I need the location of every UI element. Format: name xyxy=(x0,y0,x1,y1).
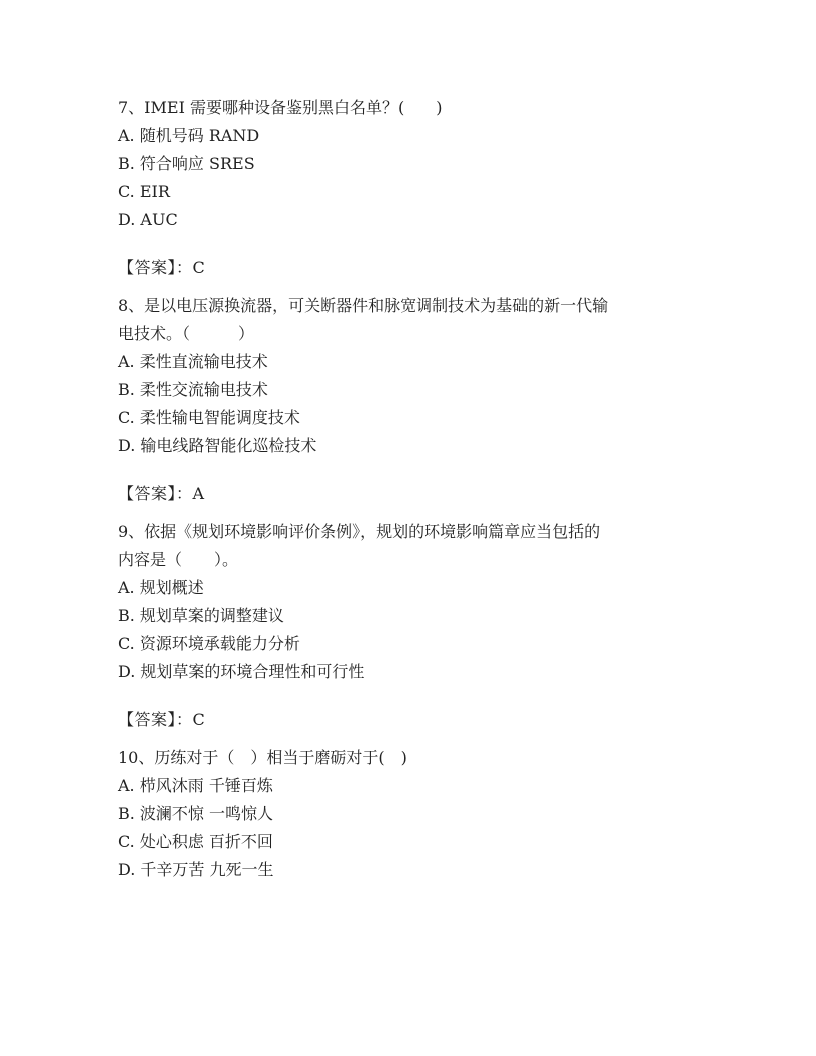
question-9-option-b: B. 规划草案的调整建议 xyxy=(118,606,284,625)
document-page xyxy=(118,94,698,884)
question-9-text-line-2: 内容是（ ）。 xyxy=(118,550,239,569)
question-7-option-a: A. 随机号码 RAND xyxy=(118,126,260,145)
question-9-option-c: C. 资源环境承载能力分析 xyxy=(118,634,300,653)
question-7-text: 7、IMEI 需要哪种设备鉴别黑白名单？( ) xyxy=(118,98,443,117)
question-8-option-b: B. 柔性交流输电技术 xyxy=(118,380,268,399)
question-9-option-d: D. 规划草案的环境合理性和可行性 xyxy=(118,662,365,681)
question-8-text-line-1: 8、是以电压源换流器，可关断器件和脉宽调制技术为基础的新一代输 xyxy=(118,296,609,315)
question-7-option-c: C. EIR xyxy=(118,182,170,201)
question-9-option-a: A. 规划概述 xyxy=(118,578,204,597)
question-10-option-d: D. 千辛万苦 九死一生 xyxy=(118,860,274,879)
question-7-answer: 【答案】：C xyxy=(118,258,206,277)
question-8-option-a: A. 柔性直流输电技术 xyxy=(118,352,268,371)
question-9-text-line-1: 9、依据《规划环境影响评价条例》，规划的环境影响篇章应当包括的 xyxy=(118,522,601,541)
question-8-option-d: D. 输电线路智能化巡检技术 xyxy=(118,436,317,455)
question-7-option-d: D. AUC xyxy=(118,210,178,229)
question-10-option-c: C. 处心积虑 百折不回 xyxy=(118,832,273,851)
question-10-option-a: A. 栉风沐雨 千锤百炼 xyxy=(118,776,273,795)
question-8-text-line-2: 电技术。（ ） xyxy=(118,324,255,343)
question-10 xyxy=(118,744,698,884)
question-7 xyxy=(118,94,698,282)
question-8-option-c: C. 柔性输电智能调度技术 xyxy=(118,408,300,427)
question-8 xyxy=(118,292,698,508)
question-10-option-b: B. 波澜不惊 一鸣惊人 xyxy=(118,804,274,823)
question-10-text: 10、历练对于（ ）相当于磨砺对于( ) xyxy=(118,748,407,767)
question-9-answer: 【答案】：C xyxy=(118,710,206,729)
question-9 xyxy=(118,518,698,734)
question-7-option-b: B. 符合响应 SRES xyxy=(118,154,255,173)
question-8-answer: 【答案】：A xyxy=(118,484,205,503)
